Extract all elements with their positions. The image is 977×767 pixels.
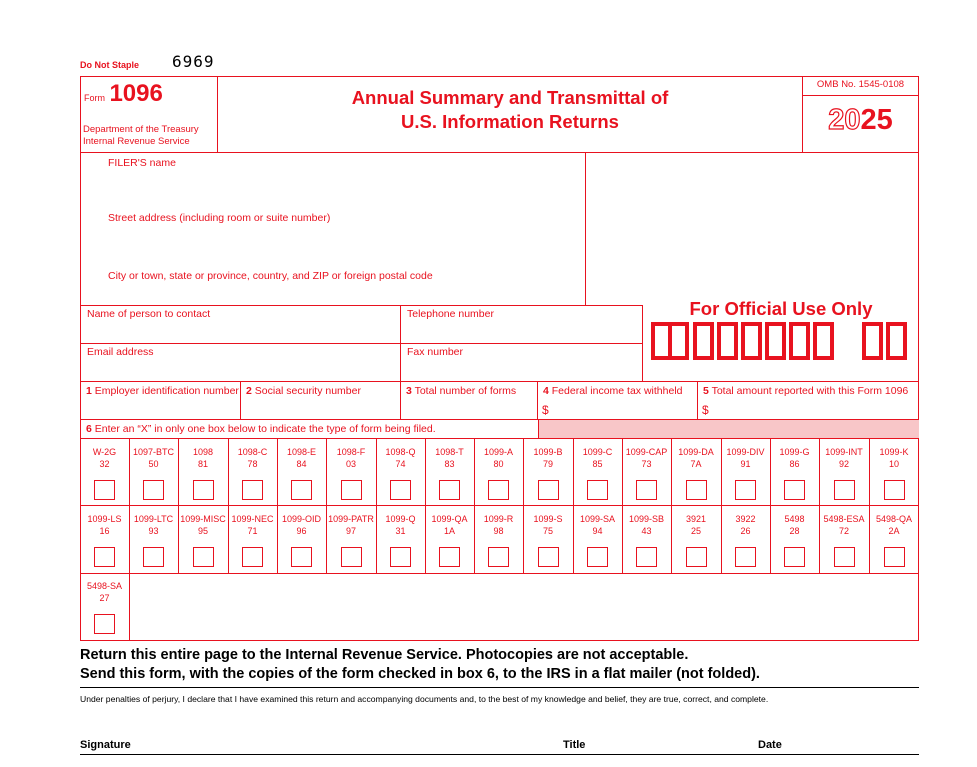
- tax-year: [802, 103, 919, 137]
- box2-label[interactable]: [246, 385, 361, 398]
- checkbox-1099-q[interactable]: [390, 547, 411, 567]
- form-type-name: 1098: [192, 447, 214, 457]
- box4-label[interactable]: [543, 385, 683, 398]
- form-type-name: 1098-F: [336, 447, 366, 457]
- form-type-code: 91: [740, 459, 751, 469]
- form-type-name: 3921: [685, 514, 707, 524]
- form-type-code: 50: [148, 459, 159, 469]
- form-type-name: 1099-C: [582, 447, 613, 457]
- form-type-code: 83: [444, 459, 455, 469]
- box6-number: 6: [86, 423, 92, 435]
- form-type-name: 1098-C: [237, 447, 268, 457]
- year-suffix: 25: [860, 104, 893, 136]
- official-digit-box: [886, 322, 907, 360]
- checkbox-3922[interactable]: [735, 547, 756, 567]
- checkbox-1099-patr[interactable]: [341, 547, 362, 567]
- checkbox-w-2g[interactable]: [94, 480, 115, 500]
- form-type-code: 71: [247, 526, 258, 536]
- box4-dollar: $: [542, 403, 549, 417]
- form-type-name: 1099-G: [779, 447, 810, 457]
- checkbox-1097-btc[interactable]: [143, 480, 164, 500]
- checkbox-5498-sa[interactable]: [94, 614, 115, 634]
- box5-text: Total amount reported with this Form 1096: [711, 385, 909, 397]
- form-type-code: 80: [493, 459, 504, 469]
- checkbox-5498-esa[interactable]: [834, 547, 855, 567]
- form-type-code: 97: [345, 526, 356, 536]
- checkbox-1099-k[interactable]: [884, 480, 905, 500]
- checkbox-1099-c[interactable]: [587, 480, 608, 500]
- checkbox-1099-cap[interactable]: [636, 480, 657, 500]
- official-digit-box: [862, 322, 883, 360]
- form-type-name: 1098-E: [286, 447, 317, 457]
- form-type-name: 1099-CAP: [625, 447, 668, 457]
- form-type-name: 1099-B: [533, 447, 563, 457]
- box1-label[interactable]: [86, 385, 239, 398]
- checkbox-3921[interactable]: [686, 547, 707, 567]
- official-digit-box: [668, 322, 689, 360]
- instruction-line1: Return this entire page to the Internal Revenue Service. Photocopies are not acceptable.: [80, 647, 689, 663]
- form-type-code: 98: [493, 526, 504, 536]
- city-label[interactable]: City or town, state or province, country, and ZIP or foreign postal code: [108, 270, 433, 282]
- form-type-code: 03: [345, 459, 356, 469]
- form-type-name: 1099-R: [483, 514, 514, 524]
- form-type-name: 1099-A: [483, 447, 514, 457]
- checkbox-1098[interactable]: [193, 480, 214, 500]
- form-type-name: 1099-DIV: [726, 447, 765, 457]
- official-digit-box: [717, 322, 738, 360]
- form-type-code: 92: [838, 459, 849, 469]
- form-type-code: 27: [99, 593, 110, 603]
- box5-dollar: $: [702, 403, 709, 417]
- form-type-code: 28: [789, 526, 800, 536]
- checkbox-1099-sa[interactable]: [587, 547, 608, 567]
- official-use-title: For Official Use Only: [689, 298, 873, 319]
- form-type-code: 96: [296, 526, 307, 536]
- checkbox-5498[interactable]: [784, 547, 805, 567]
- form-type-name: 1099-SB: [628, 514, 665, 524]
- year-prefix: 20: [828, 104, 861, 136]
- form-type-name: 5498-QA: [875, 514, 913, 524]
- form-type-name: 1097-BTC: [132, 447, 175, 457]
- form-type-name: 3922: [735, 514, 756, 524]
- form-type-code: 79: [542, 459, 553, 469]
- form-type-name: 1099-PATR: [328, 514, 374, 524]
- checkbox-1098-e[interactable]: [291, 480, 312, 500]
- box1-text: Employer identification number: [94, 385, 239, 397]
- form-type-name: 1098-Q: [385, 447, 416, 457]
- date-label[interactable]: Date: [758, 739, 782, 751]
- box6-label: [86, 423, 436, 436]
- form-type-name: 1099-NEC: [231, 514, 274, 524]
- form-type-code: 26: [740, 526, 751, 536]
- form-type-name: 1099-Q: [385, 514, 416, 524]
- form-type-name: 1098-T: [435, 447, 464, 457]
- checkbox-1098-f[interactable]: [341, 480, 362, 500]
- checkbox-5498-qa[interactable]: [884, 547, 905, 567]
- official-digit-box: [741, 322, 762, 360]
- checkbox-1099-nec[interactable]: [242, 547, 263, 567]
- checkbox-1099-ls[interactable]: [94, 547, 115, 567]
- box5-label[interactable]: [703, 385, 908, 398]
- form-type-name: 1099-OID: [281, 514, 322, 524]
- form-type-name: 1099-SA: [579, 514, 616, 524]
- form-type-name: 5498: [784, 514, 805, 524]
- official-digit-box: [789, 322, 810, 360]
- contact-person-label[interactable]: Name of person to contact: [87, 308, 211, 320]
- form-type-name: 1099-LS: [87, 514, 122, 524]
- form-type-code: 85: [592, 459, 603, 469]
- telephone-label[interactable]: Telephone number: [407, 308, 494, 320]
- checkbox-1099-oid[interactable]: [291, 547, 312, 567]
- form-type-code: 7A: [690, 459, 702, 469]
- form-type-code: 16: [99, 526, 110, 536]
- form-type-name: 1099-INT: [825, 447, 863, 457]
- form-type-name: 1099-LTC: [133, 514, 174, 524]
- form-type-code: 78: [247, 459, 258, 469]
- checkbox-1099-div[interactable]: [735, 480, 756, 500]
- form-type-code: 10: [888, 459, 899, 469]
- box4-text: Federal income tax withheld: [551, 385, 683, 397]
- checkbox-1099-s[interactable]: [538, 547, 559, 567]
- box5-number: 5: [703, 385, 709, 397]
- checkbox-1099-r[interactable]: [488, 547, 509, 567]
- perjury-statement: Under penalties of perjury, I declare that I have examined this return and accompanying documents and, to the best of my knowledge and belief, they are true, correct, and complete.: [80, 694, 769, 704]
- official-digit-box: [693, 322, 714, 360]
- form-type-name: 1099-DA: [678, 447, 714, 457]
- omb-number: OMB No. 1545-0108: [816, 79, 905, 90]
- email-label[interactable]: Email address: [87, 346, 154, 358]
- form-type-name: 1099-K: [879, 447, 909, 457]
- signature-label[interactable]: Signature: [80, 739, 131, 751]
- checkbox-1099-g[interactable]: [784, 480, 805, 500]
- form-type-name: 1099-MISC: [180, 514, 226, 524]
- instruction-line2: Send this form, with the copies of the form checked in box 6, to the IRS in a flat mailer (not folded).: [80, 666, 760, 682]
- form-type-code: 43: [641, 526, 652, 536]
- checkbox-1098-t[interactable]: [439, 480, 460, 500]
- title-line2: U.S. Information Returns: [401, 111, 619, 132]
- checkbox-1099-da[interactable]: [686, 480, 707, 500]
- form-type-name: W-2G: [92, 447, 117, 457]
- form-type-code: 25: [690, 526, 701, 536]
- form-type-code: 86: [789, 459, 800, 469]
- checkbox-1099-b[interactable]: [538, 480, 559, 500]
- dept-line1: Department of the Treasury: [83, 124, 199, 135]
- official-digit-box: [813, 322, 834, 360]
- form-type-code: 73: [641, 459, 652, 469]
- form-type-name: 5498-ESA: [823, 514, 865, 524]
- form-type-name: 5498-SA: [86, 581, 123, 591]
- form-type-code: 31: [395, 526, 406, 536]
- instruction-divider: [80, 687, 919, 688]
- form-type-code: 74: [395, 459, 406, 469]
- checkbox-1099-int[interactable]: [834, 480, 855, 500]
- box3-label[interactable]: [406, 385, 516, 398]
- box3-text: Total number of forms: [414, 385, 517, 397]
- filer-name-label[interactable]: FILER'S name: [108, 157, 176, 169]
- form-type-code: 84: [296, 459, 307, 469]
- form-type-code: 1A: [443, 526, 455, 536]
- serial-number: 6969: [172, 52, 215, 71]
- form-type-code: 95: [197, 526, 208, 536]
- street-address-label[interactable]: Street address (including room or suite number): [108, 212, 331, 224]
- form-type-code: 94: [592, 526, 603, 536]
- form-type-code: 32: [99, 459, 110, 469]
- checkbox-1099-misc[interactable]: [193, 547, 214, 567]
- box3-number: 3: [406, 385, 412, 397]
- box2-number: 2: [246, 385, 252, 397]
- form-type-code: 72: [838, 526, 849, 536]
- checkbox-1099-sb[interactable]: [636, 547, 657, 567]
- box2-text: Social security number: [254, 385, 361, 397]
- form-type-code: 81: [197, 459, 208, 469]
- box1-number: 1: [86, 385, 92, 397]
- form-type-code: 93: [148, 526, 159, 536]
- checkbox-1099-qa[interactable]: [439, 547, 460, 567]
- form-type-name: 1099-S: [533, 514, 563, 524]
- signature-line: [80, 754, 919, 755]
- form-label: [84, 80, 163, 108]
- form-type-code: 75: [542, 526, 553, 536]
- checkbox-1098-q[interactable]: [390, 480, 411, 500]
- do-not-staple: Do Not Staple: [80, 60, 140, 70]
- box6-shade: [538, 420, 919, 438]
- title-label[interactable]: Title: [563, 739, 586, 751]
- fax-label[interactable]: Fax number: [407, 346, 464, 358]
- box4-number: 4: [543, 385, 549, 397]
- official-digit-box: [765, 322, 786, 360]
- form-prefix: Form: [84, 93, 105, 103]
- box6-text: Enter an “X” in only one box below to indicate the type of form being filed.: [94, 423, 436, 435]
- dept-line2: Internal Revenue Service: [83, 136, 190, 147]
- form-number: 1096: [109, 80, 163, 107]
- checkbox-1098-c[interactable]: [242, 480, 263, 500]
- checkbox-1099-ltc[interactable]: [143, 547, 164, 567]
- form-title: [218, 86, 802, 134]
- checkbox-1099-a[interactable]: [488, 480, 509, 500]
- title-line1: Annual Summary and Transmittal of: [351, 87, 669, 108]
- form-type-code: 2A: [888, 526, 900, 536]
- form-type-name: 1099-QA: [431, 514, 468, 524]
